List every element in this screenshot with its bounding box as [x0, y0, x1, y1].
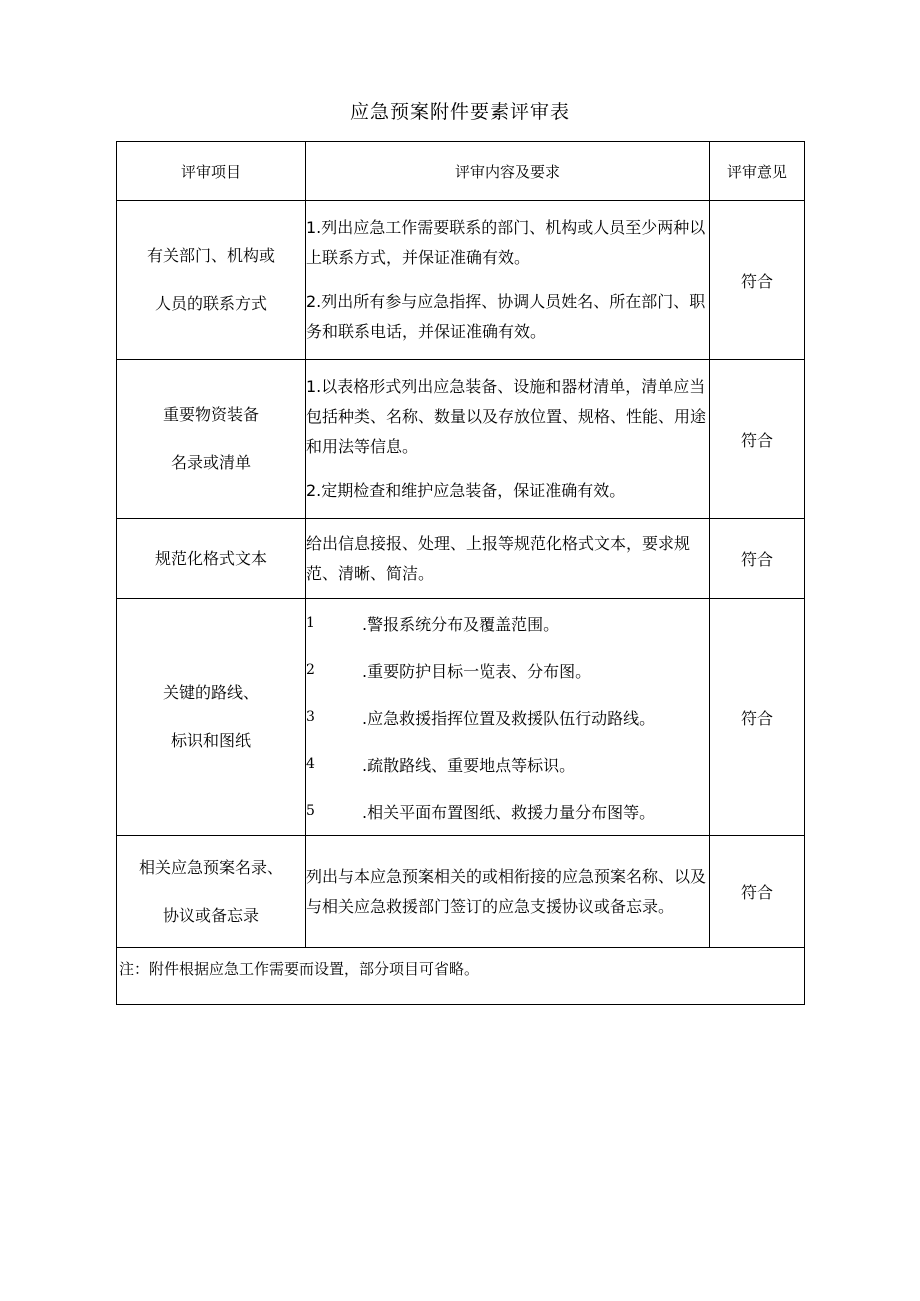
review-content	[306, 201, 710, 360]
review-opinion: 符合	[710, 599, 805, 836]
header-row	[117, 142, 805, 201]
review-content	[306, 836, 710, 948]
table-note: 注：附件根据应急工作需要而设置，部分项目可省略。	[117, 948, 805, 1005]
list-text: .疏散路线、重要地点等标识。	[362, 755, 576, 775]
table-row	[117, 360, 805, 519]
review-item-line: 关键的路线、	[162, 683, 259, 702]
review-item	[117, 360, 306, 519]
content-paragraph: 给出信息接报、处理、上报等规范化格式文本，要求规范、清晰、简洁。	[306, 533, 691, 583]
content-paragraph: 1.以表格形式列出应急装备、设施和器材清单，清单应当包括种类、名称、数量以及存放位置、规格、性能、用途和用法等信息。	[306, 377, 707, 456]
review-item-line: 名录或清单	[170, 453, 251, 472]
review-opinion: 符合	[710, 519, 805, 599]
list-number: 5	[306, 803, 315, 819]
review-item-line: 规范化格式文本	[154, 548, 267, 568]
list-number: 2	[306, 662, 315, 678]
list-number: 3	[306, 709, 315, 725]
review-item	[117, 599, 306, 836]
review-opinion: 符合	[710, 201, 805, 360]
review-item-line: 有关部门、机构或	[146, 246, 275, 265]
list-text: .相关平面布置图纸、救援力量分布图等。	[362, 802, 656, 822]
review-content	[306, 599, 710, 836]
review-table	[116, 141, 805, 1005]
review-item	[117, 836, 306, 948]
content-paragraph: 1.列出应急工作需要联系的部门、机构或人员至少两种以上联系方式，并保证准确有效。	[306, 218, 706, 267]
content-paragraph: 2.定期检查和维护应急装备，保证准确有效。	[306, 481, 626, 500]
review-content	[306, 360, 710, 519]
table-row	[117, 836, 805, 948]
list-text: .重要防护目标一览表、分布图。	[362, 661, 592, 681]
list-text: .警报系统分布及覆盖范围。	[362, 614, 560, 634]
note-row	[117, 948, 805, 1005]
review-item-line: 重要物资装备	[162, 405, 259, 424]
table-row	[117, 519, 805, 599]
review-item-line: 协议或备忘录	[162, 905, 259, 925]
review-item-line: 相关应急预案名录、	[138, 857, 283, 877]
review-item	[117, 201, 306, 360]
review-opinion: 符合	[710, 360, 805, 519]
list-item	[306, 694, 709, 741]
list-text: .应急救援指挥位置及救援队伍行动路线。	[362, 708, 656, 728]
list-item	[306, 600, 709, 647]
list-number: 1	[306, 615, 315, 631]
review-content	[306, 519, 710, 599]
list-number: 4	[306, 756, 315, 772]
list-item	[306, 741, 709, 788]
review-item-line: 标识和图纸	[170, 731, 251, 750]
table-row	[117, 201, 805, 360]
table-row	[117, 599, 805, 836]
header-content: 评审内容及要求	[306, 142, 710, 201]
document-title: 应急预案附件要素评审表	[349, 101, 570, 123]
review-item-line: 人员的联系方式	[154, 294, 267, 313]
review-opinion: 符合	[710, 836, 805, 948]
header-item: 评审项目	[117, 142, 306, 201]
list-item	[306, 647, 709, 694]
list-item	[306, 788, 709, 835]
review-item	[117, 519, 306, 599]
header-opinion: 评审意见	[710, 142, 805, 201]
content-paragraph: 列出与本应急预案相关的或相衔接的应急预案名称、以及与相关应急救援部门签订的应急支援协议或备忘录。	[306, 866, 707, 916]
content-paragraph: 2.列出所有参与应急指挥、协调人员姓名、所在部门、职务和联系电话，并保证准确有效。	[306, 292, 706, 341]
